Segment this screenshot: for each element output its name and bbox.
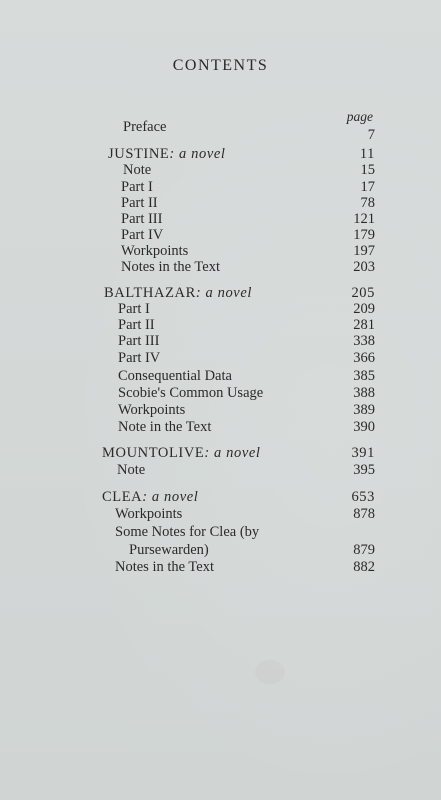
page-number: 653 <box>351 489 375 505</box>
toc-entry: Note 395 <box>117 462 375 478</box>
page-number: 15 <box>360 162 375 178</box>
toc-section-clea <box>0 488 441 506</box>
page-number: 390 <box>353 419 375 435</box>
page-number: 391 <box>351 445 375 461</box>
toc-entry: Note in the Text 390 <box>118 419 375 435</box>
page-number: 366 <box>353 350 375 366</box>
page-number: 882 <box>353 559 375 575</box>
section-subtitle: : a novel <box>169 146 226 162</box>
page-number: 878 <box>353 506 375 522</box>
section-title: JUSTINE <box>108 146 170 162</box>
page-number: 197 <box>353 243 375 259</box>
toc-entry-continuation: Pursewarden) 879 <box>129 542 375 558</box>
page-number: 385 <box>353 368 375 384</box>
page-column-label: page <box>346 109 373 124</box>
section-subtitle: : a novel <box>204 445 261 461</box>
toc-entry: Part III 338 <box>118 333 375 349</box>
toc-section-mountolive <box>0 444 441 462</box>
section-subtitle: : a novel <box>195 285 253 301</box>
toc-entry: Workpoints 878 <box>115 506 375 522</box>
toc-entry: Part IV 366 <box>118 350 375 366</box>
toc-entry: Preface <box>123 119 167 135</box>
toc-entry: Workpoints 197 <box>121 243 375 259</box>
page-number: 203 <box>353 259 375 275</box>
page-number: 879 <box>353 542 375 558</box>
page-number: 17 <box>360 179 375 195</box>
toc-entry: Workpoints 389 <box>118 402 375 418</box>
section-title: MOUNTOLIVE <box>102 445 205 461</box>
toc-entry: Consequential Data 385 <box>118 368 375 384</box>
toc-entry: Part I 17 <box>121 179 375 195</box>
page-number: 121 <box>353 211 375 227</box>
page-number: 11 <box>359 146 375 162</box>
page-number: 7 <box>367 127 375 143</box>
section-title: CLEA <box>102 489 143 505</box>
page-number: 389 <box>353 402 375 418</box>
toc-entry: Note 15 <box>123 162 375 178</box>
toc-entry: Some Notes for Clea (by <box>115 524 260 540</box>
toc-entry: Part II 78 <box>121 195 375 211</box>
page-number: 179 <box>353 227 375 243</box>
page-number: 205 <box>351 285 375 301</box>
section-title: BALTHAZAR <box>104 285 196 301</box>
toc-entry: Part III 121 <box>121 211 375 227</box>
paper-shadow <box>255 660 285 684</box>
toc-entry: Part IV 179 <box>121 227 375 243</box>
toc-entry: Notes in the Text 882 <box>115 559 375 575</box>
page-number: 281 <box>353 317 375 333</box>
toc-entry-page <box>0 126 441 144</box>
page-number: 338 <box>353 333 375 349</box>
section-subtitle: : a novel <box>142 489 199 505</box>
page-number: 388 <box>353 385 375 401</box>
toc-entry: Part I 209 <box>118 301 375 317</box>
page-number: 78 <box>360 195 375 211</box>
page-number: 209 <box>353 301 375 317</box>
page-title: CONTENTS <box>172 57 269 74</box>
toc-entry: Notes in the Text 203 <box>121 259 375 275</box>
page-number: 395 <box>353 462 375 478</box>
toc-entry: Scobie's Common Usage 388 <box>118 385 375 401</box>
toc-entry: Part II 281 <box>118 317 375 333</box>
